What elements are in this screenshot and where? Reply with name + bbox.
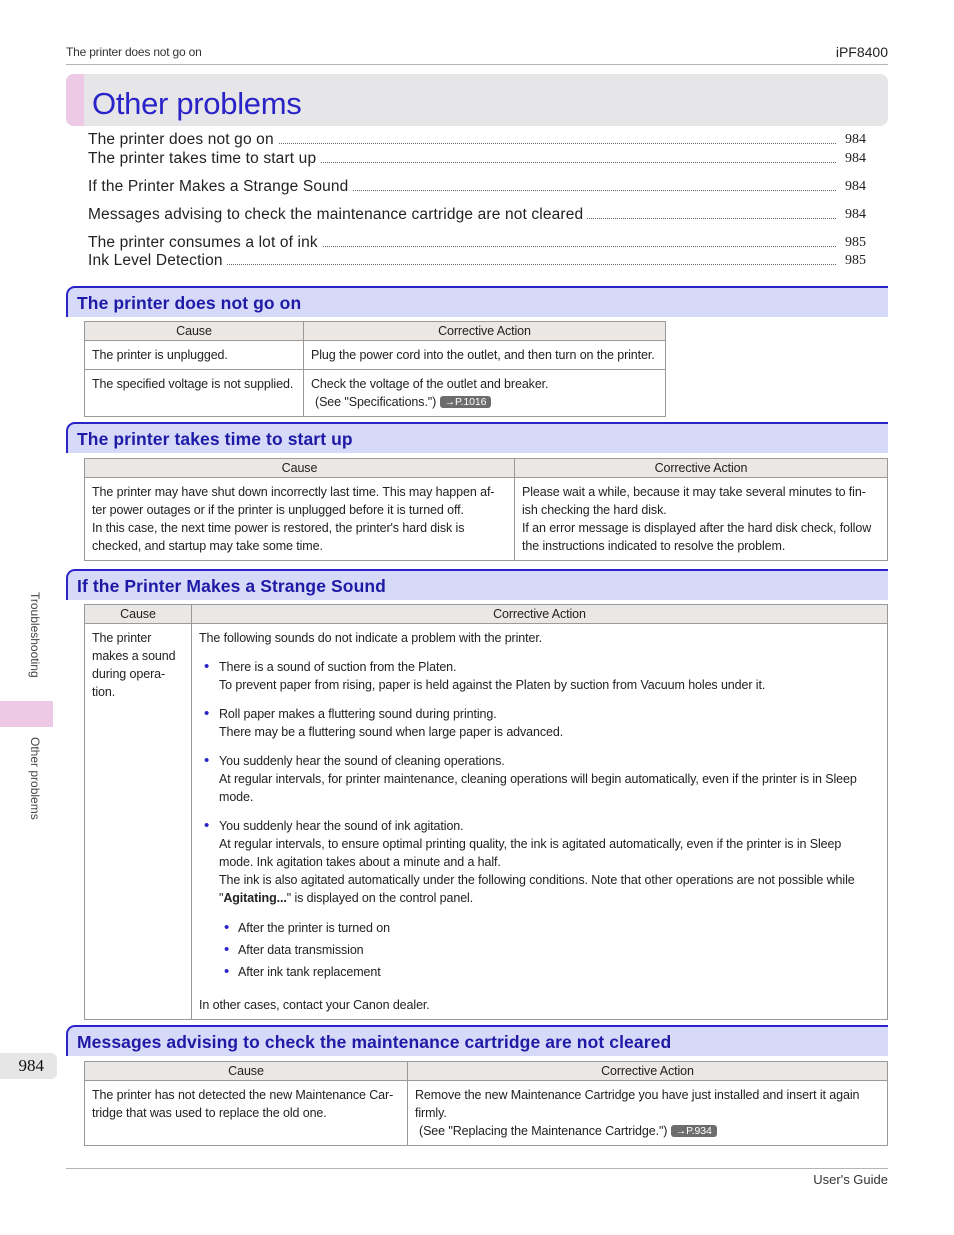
page-title: Other problems bbox=[92, 86, 302, 121]
action-cell: Check the voltage of the outlet and breaker. (See "Specifications.") →P.1016 bbox=[304, 370, 666, 417]
page-reference-link[interactable]: →P.1016 bbox=[440, 396, 492, 408]
cause-cell: The printer may have shut down incorrectly last time. This may happen af- ter power outages or if the printer is unplugged before it is turned off. In this case, the next time power is restored, the printer's hard disk is checked, and startup may take some time. bbox=[85, 478, 515, 561]
sidebar-tab-marker bbox=[0, 701, 53, 727]
chapter-title-bar bbox=[66, 74, 888, 126]
column-header-action: Corrective Action bbox=[408, 1062, 888, 1081]
action-cell bbox=[192, 624, 888, 1020]
sub-bullet-item: • After ink tank replacement bbox=[199, 963, 880, 981]
page-reference-link[interactable]: →P.934 bbox=[671, 1125, 717, 1137]
page-number: 984 bbox=[0, 1053, 57, 1079]
sidebar-chapter-label: Troubleshooting bbox=[28, 592, 42, 678]
panel-message: Agitating... bbox=[223, 891, 287, 905]
toc-entry-label: The printer does not go on bbox=[88, 131, 278, 149]
table-row bbox=[85, 624, 888, 1020]
toc-entry-page: 984 bbox=[845, 132, 866, 147]
action-cell: Plug the power cord into the outlet, and then turn on the printer. bbox=[304, 341, 666, 370]
toc-entry-page: 985 bbox=[845, 235, 866, 250]
title-accent bbox=[66, 74, 84, 126]
cause-cell: The printer makes a sound during opera- tion. bbox=[85, 624, 192, 1020]
table-row bbox=[85, 478, 888, 561]
table-row bbox=[85, 341, 666, 370]
toc-entry-label: Messages advising to check the maintenance cartridge are not cleared bbox=[88, 206, 587, 224]
toc-entry-page: 985 bbox=[845, 253, 866, 268]
toc-entry-label: If the Printer Makes a Strange Sound bbox=[88, 178, 352, 196]
toc-entry-label: The printer consumes a lot of ink bbox=[88, 234, 322, 252]
section-heading: The printer takes time to start up bbox=[66, 422, 888, 453]
toc-entry[interactable] bbox=[88, 150, 866, 170]
action-cell: Please wait a while, because it may take several minutes to fin- ish checking the hard disk. If an error message is displayed after the hard disk check, follow the instructions indicated to resolve the problem. bbox=[515, 478, 888, 561]
column-header-action: Corrective Action bbox=[304, 322, 666, 341]
sidebar-section-label: Other problems bbox=[28, 737, 42, 820]
column-header-action: Corrective Action bbox=[515, 459, 888, 478]
sub-bullet-item: • After the printer is turned on bbox=[199, 919, 880, 937]
table-row bbox=[85, 1081, 888, 1146]
cause-cell: The printer is unplugged. bbox=[85, 341, 304, 370]
cause-cell: The printer has not detected the new Maintenance Car- tridge that was used to replace the old one. bbox=[85, 1081, 408, 1146]
column-header-cause: Cause bbox=[85, 459, 515, 478]
cause-action-table bbox=[84, 604, 888, 1020]
toc-entry[interactable] bbox=[88, 206, 866, 226]
toc-entry-page: 984 bbox=[845, 151, 866, 166]
sub-bullet-item: • After data transmission bbox=[199, 941, 880, 959]
bullet-item: • You suddenly hear the sound of ink agitation. At regular intervals, to ensure optimal printing quality, the ink is agitated automatically, even if the printer is in Sleep mode. Ink agitation takes about a minute and a half. The ink is also agitated automatically under the following conditions. Note that other operations are not possible while "Agitating..." is displayed on the control panel. bbox=[199, 817, 880, 907]
toc-entry-page: 984 bbox=[845, 207, 866, 222]
see-reference-text: (See "Specifications.") bbox=[315, 395, 437, 409]
section-heading: Messages advising to check the maintenance cartridge are not cleared bbox=[66, 1025, 888, 1056]
cause-action-table bbox=[84, 321, 666, 417]
toc-entry-page: 984 bbox=[845, 179, 866, 194]
column-header-cause: Cause bbox=[85, 605, 192, 624]
intro-text: The following sounds do not indicate a problem with the printer. bbox=[199, 631, 543, 645]
table-row bbox=[85, 370, 666, 417]
toc-entry[interactable] bbox=[88, 131, 866, 151]
header-divider bbox=[66, 64, 888, 65]
footer-divider bbox=[66, 1168, 888, 1169]
footer-guide-name: User's Guide bbox=[813, 1172, 888, 1187]
toc-entry-label: Ink Level Detection bbox=[88, 252, 227, 270]
column-header-action: Corrective Action bbox=[192, 605, 888, 624]
column-header-cause: Cause bbox=[85, 1062, 408, 1081]
cause-action-table bbox=[84, 1061, 888, 1146]
see-reference-text: (See "Replacing the Maintenance Cartridge.") bbox=[419, 1124, 668, 1138]
bullet-item: • You suddenly hear the sound of cleaning operations. At regular intervals, for printer maintenance, cleaning operations will begin automatically, even if the printer is in Sleep mode. bbox=[199, 752, 880, 806]
toc-entry[interactable] bbox=[88, 178, 866, 198]
cause-action-table bbox=[84, 458, 888, 561]
section-heading: The printer does not go on bbox=[66, 286, 888, 317]
section-heading: If the Printer Makes a Strange Sound bbox=[66, 569, 888, 600]
toc-entry[interactable] bbox=[88, 234, 866, 254]
outro-text: In other cases, contact your Canon dealer. bbox=[199, 998, 430, 1012]
bullet-item: • There is a sound of suction from the Platen. To prevent paper from rising, paper is held against the Platen by suction from Vacuum holes under it. bbox=[199, 658, 880, 694]
bullet-item: • Roll paper makes a fluttering sound during printing. There may be a fluttering sound when large paper is advanced. bbox=[199, 705, 880, 741]
cause-cell: The specified voltage is not supplied. bbox=[85, 370, 304, 417]
column-header-cause: Cause bbox=[85, 322, 304, 341]
toc-entry-label: The printer takes time to start up bbox=[88, 150, 320, 168]
running-header-model: iPF8400 bbox=[835, 44, 888, 60]
toc-entry[interactable] bbox=[88, 252, 866, 272]
running-header-section: The printer does not go on bbox=[66, 45, 202, 59]
action-cell: Remove the new Maintenance Cartridge you have just installed and insert it again firmly. (See "Replacing the Maintenance Cartridge.") →P.934 bbox=[408, 1081, 888, 1146]
